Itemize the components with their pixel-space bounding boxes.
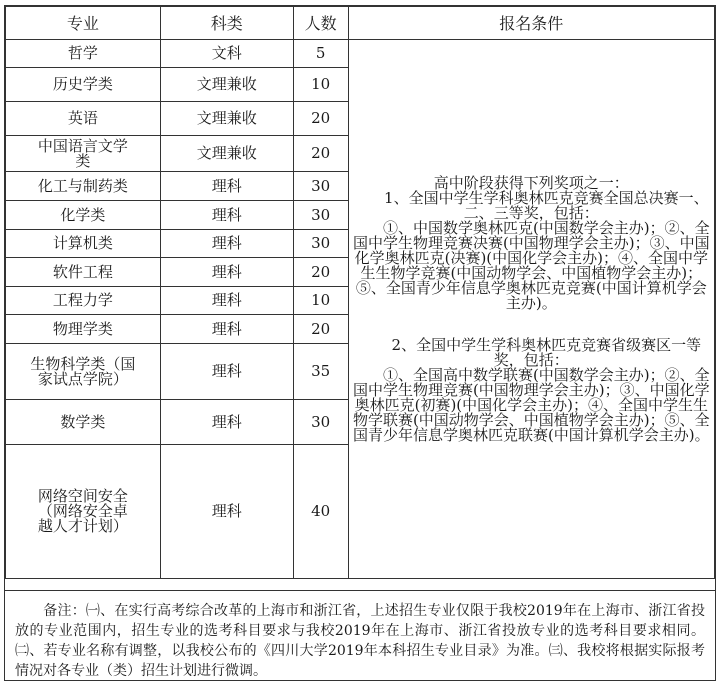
- count-cell: 20: [293, 258, 348, 287]
- category-cell: 理科: [160, 201, 293, 230]
- requirements-intro: 高中阶段获得下列奖项之一：: [433, 173, 629, 192]
- count-cell: 20: [293, 102, 348, 136]
- count-cell: 30: [293, 400, 348, 445]
- header-count: 人数: [293, 7, 348, 40]
- count-cell: 10: [293, 68, 348, 102]
- major-cell: 物理学类: [6, 315, 161, 344]
- category-cell: 文理兼收: [160, 136, 293, 172]
- count-cell: 5: [293, 40, 348, 68]
- category-cell: 理科: [160, 400, 293, 445]
- requirements-item1-detail: ①、中国数学奥林匹克(中国数学会主办)；②、全国中学生物理竞赛决赛(中国物理学会主办)；③、中国化学奥林匹克(决赛)(中国化学会主办)；④、全国中学生生物学竞赛(中国动物学会、中国植物学会主办)；⑤、全国青少年信息学奥林匹克竞赛(中国计算机学会主办)。: [352, 218, 710, 312]
- requirements-item2-title: 2、全国中学生学科奥林匹克竞赛省级赛区一等奖，包括：: [391, 335, 702, 369]
- footer-note: 备注：㈠、在实行高考综合改革的上海市和浙江省，上述招生专业仅限于我校2019年在上海市、浙江省投放的专业范围内，招生专业的选考科目要求与我校2019年在上海市、浙江省投放专业的选考科目要求相同。㈡、若专业名称有调整，以我校公布的《四川大学2019年本科招生专业目录》为准。㈢、我校将根据实际报考情况对各专业（类）招生计划进行微调。: [15, 603, 705, 679]
- category-cell: 理科: [160, 287, 293, 315]
- table-header-row: [6, 7, 715, 40]
- major-cell: 工程力学: [6, 287, 161, 315]
- admission-table: [5, 6, 715, 579]
- table-row: [6, 40, 715, 68]
- major-cell: 化工与制药类: [6, 172, 161, 201]
- major-cell: 生物科学类（国家试点学院）: [6, 344, 161, 400]
- major-cell: 化学类: [6, 201, 161, 230]
- header-major: 专业: [6, 7, 161, 40]
- category-cell: 理科: [160, 344, 293, 400]
- admission-document: [4, 5, 716, 681]
- category-cell: 理科: [160, 315, 293, 344]
- count-cell: 20: [293, 136, 348, 172]
- count-cell: 30: [293, 201, 348, 230]
- requirements-cell: [348, 40, 714, 579]
- count-cell: 40: [293, 445, 348, 579]
- major-cell: 网络空间安全（网络安全卓越人才计划）: [6, 445, 161, 579]
- count-cell: 20: [293, 315, 348, 344]
- header-requirements: 报名条件: [348, 7, 714, 40]
- footer-note-block: [5, 590, 715, 680]
- major-cell: 软件工程: [6, 258, 161, 287]
- major-cell: 英语: [6, 102, 161, 136]
- category-cell: 理科: [160, 230, 293, 258]
- major-cell: 历史学类: [6, 68, 161, 102]
- major-cell: 数学类: [6, 400, 161, 445]
- count-cell: 30: [293, 172, 348, 201]
- header-category: 科类: [160, 7, 293, 40]
- category-cell: 文理兼收: [160, 68, 293, 102]
- requirements-item2-detail: ①、全国高中数学联赛(中国数学会主办)；②、全国中学生物理竞赛(中国物理学会主办)；③、中国化学奥林匹克(初赛)(中国化学会主办)；④、全国中学生生物学联赛(中国动物学会、中国植物学会主办)；⑤、全国青少年信息学奥林匹克联赛(中国计算机学会主办)。: [352, 365, 710, 444]
- count-cell: 35: [293, 344, 348, 400]
- category-cell: 文理兼收: [160, 102, 293, 136]
- count-cell: 30: [293, 230, 348, 258]
- category-cell: 理科: [160, 445, 293, 579]
- major-cell: 哲学: [6, 40, 161, 68]
- requirements-item1-title: 1、全国中学生学科奥林匹克竞赛全国总决赛一、二、三等奖，包括：: [384, 188, 709, 222]
- major-cell: 计算机类: [6, 230, 161, 258]
- category-cell: 理科: [160, 258, 293, 287]
- category-cell: 理科: [160, 172, 293, 201]
- count-cell: 10: [293, 287, 348, 315]
- category-cell: 文科: [160, 40, 293, 68]
- major-cell: 中国语言文学类: [6, 136, 161, 172]
